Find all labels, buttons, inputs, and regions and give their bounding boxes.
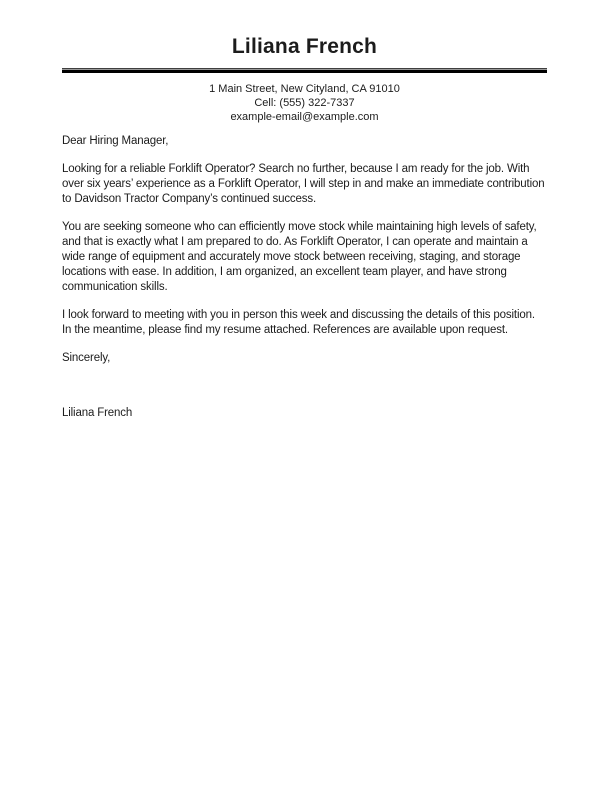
signature-name: Liliana French <box>62 407 133 419</box>
contact-address: 1 Main Street, New Cityland, CA 91010 <box>209 83 400 95</box>
body-paragraph-3: I look forward to meeting with you in person this week and discussing the details of this position. In the meantime, please find my resume attached. References are available upon request. <box>62 309 535 336</box>
letter-header <box>62 34 547 124</box>
salutation: Dear Hiring Manager, <box>62 135 169 147</box>
letter-body <box>62 134 547 421</box>
header-rule <box>62 68 547 73</box>
closing: Sincerely, <box>62 352 111 364</box>
body-paragraph-1: Looking for a reliable Forklift Operator? Search no further, because I am ready for the job. With over six years’ experience as a Forklift Operator, I will step in and make an immediate contribution to Davidson Tractor Company’s continued success. <box>62 163 545 205</box>
contact-block <box>62 82 547 124</box>
author-name: Liliana French <box>231 35 378 58</box>
body-paragraph-2: You are seeking someone who can efficiently move stock while maintaining high levels of safety, and that is exactly what I am prepared to do. As Forklift Operator, I can operate and maintain a wide range of equipment and accurately move stock between receiving, staging, and storage locations with ease. In addition, I am organized, an excellent team player, and have strong communication skills. <box>62 221 537 293</box>
contact-phone: Cell: (555) 322-7337 <box>254 97 355 109</box>
contact-email: example-email@example.com <box>230 111 379 123</box>
